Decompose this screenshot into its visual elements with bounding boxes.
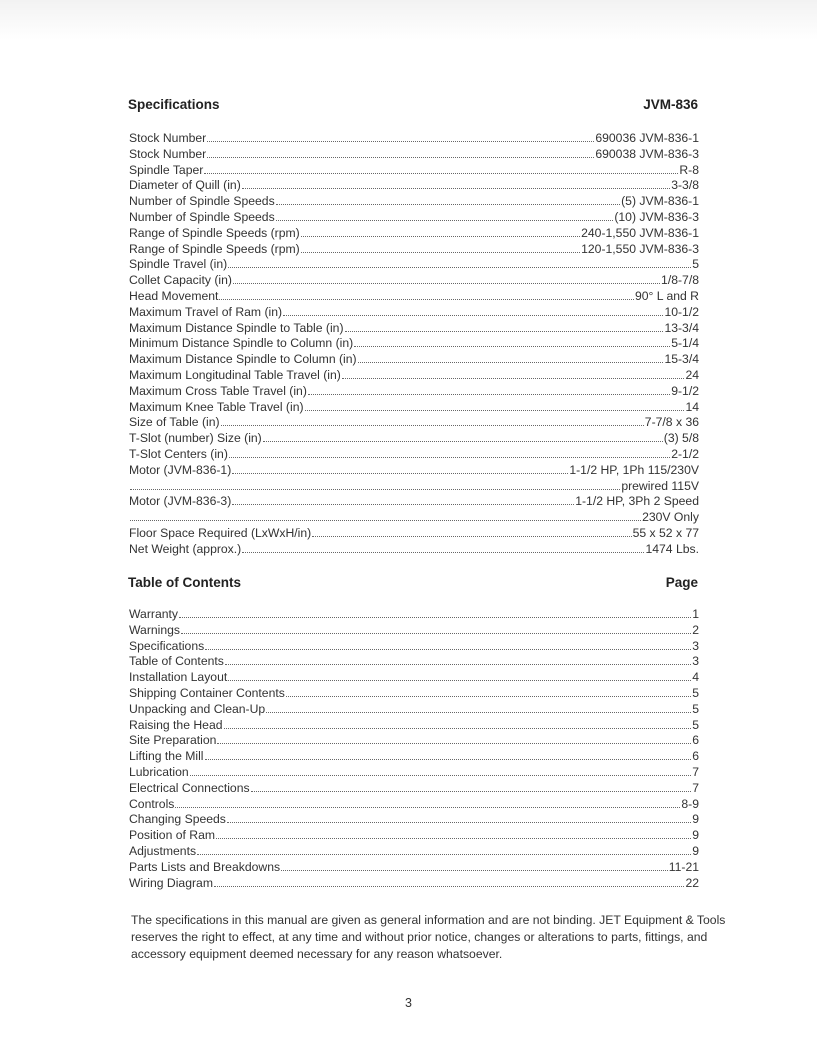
dot-leader	[354, 346, 670, 347]
spec-row-label: Number of Spindle Speeds	[129, 194, 275, 209]
toc-row-label: Adjustments	[129, 843, 197, 858]
toc-row	[129, 781, 699, 797]
spec-row-label: Stock Number	[129, 146, 207, 161]
spec-row-label: Net Weight (approx.)	[129, 541, 242, 556]
toc-row-value: 7	[692, 780, 699, 795]
toc-row	[129, 670, 699, 686]
toc-header	[128, 575, 698, 590]
toc-row	[129, 749, 699, 765]
dot-leader	[207, 157, 594, 158]
spec-row-value: 5	[692, 257, 699, 272]
spec-row-value: 55 x 52 x 77	[632, 525, 699, 540]
spec-row-label: Maximum Cross Table Travel (in)	[129, 383, 307, 398]
spec-row	[129, 431, 699, 447]
dot-leader	[217, 743, 691, 744]
toc-row	[129, 765, 699, 781]
toc-row	[129, 718, 699, 734]
spec-row-label: Maximum Distance Spindle to Table (in)	[129, 320, 344, 335]
spec-row	[129, 226, 699, 242]
toc-row-value: 6	[692, 733, 699, 748]
toc-row-value: 22	[685, 875, 699, 890]
spec-row	[129, 321, 699, 337]
toc-row-label: Site Preparation	[129, 733, 217, 748]
spec-row-label: Floor Space Required (LxWxH/in)	[129, 525, 312, 540]
disclaimer-note: The specifications in this manual are given as general information and are not binding. JET Equipment & Tools reserves the right to effect, at any time and without prior notice, changes or alterations to parts, fittings, and accessory equipment deemed necessary for any reason whatsoever.	[131, 913, 726, 961]
dot-leader	[345, 331, 664, 332]
spec-row	[129, 384, 699, 400]
dot-leader	[301, 236, 580, 237]
spec-row-value: 230V Only	[642, 510, 699, 525]
spec-row	[129, 415, 699, 431]
dot-leader	[305, 410, 685, 411]
toc-row-value: 8-9	[681, 796, 699, 811]
dot-leader	[228, 267, 691, 268]
toc-row-label: Lubrication	[129, 764, 189, 779]
spec-row-label: Minimum Distance Spindle to Column (in)	[129, 336, 354, 351]
toc-row-value: 6	[692, 749, 699, 764]
toc-row-value: 2	[692, 622, 699, 637]
spec-row-value: 90° L and R	[634, 288, 699, 303]
toc-row	[129, 860, 699, 876]
dot-leader	[228, 680, 691, 681]
spec-row	[129, 352, 699, 368]
spec-row	[129, 479, 699, 495]
dot-leader	[358, 362, 664, 363]
spec-row-value: 690038 JVM-836-3	[595, 146, 699, 161]
dot-leader	[276, 204, 620, 205]
dot-leader	[281, 870, 668, 871]
spec-row-value: 240-1,550 JVM-836-1	[581, 225, 699, 240]
spec-row-label: Size of Table (in)	[129, 415, 220, 430]
toc-row-value: 11-21	[668, 859, 699, 874]
spec-row-value: 120-1,550 JVM-836-3	[581, 241, 699, 256]
dot-leader	[283, 315, 663, 316]
toc-row-label: Parts Lists and Breakdowns	[129, 859, 281, 874]
toc-row-label: Electrical Connections	[129, 780, 250, 795]
toc-list	[129, 607, 699, 891]
spec-row	[129, 542, 699, 558]
dot-leader	[221, 425, 644, 426]
spec-row	[129, 400, 699, 416]
page-number: 3	[405, 996, 412, 1010]
spec-row	[129, 242, 699, 258]
toc-row-value: 5	[692, 717, 699, 732]
dot-leader	[225, 664, 691, 665]
dot-leader	[266, 712, 691, 713]
spec-row-value: 1/8-7/8	[661, 273, 699, 288]
toc-row	[129, 876, 699, 892]
spec-row-label: Diameter of Quill (in)	[129, 178, 241, 193]
spec-row	[129, 163, 699, 179]
toc-row-label: Specifications	[129, 638, 205, 653]
dot-leader	[175, 807, 680, 808]
spec-row-value: 24	[685, 367, 699, 382]
toc-heading: Table of Contents	[128, 575, 241, 590]
spec-row-label: Spindle Taper	[129, 162, 204, 177]
spec-row	[129, 257, 699, 273]
toc-row-value: 3	[692, 638, 699, 653]
dot-leader	[263, 441, 663, 442]
dot-leader	[229, 457, 670, 458]
dot-leader	[312, 536, 631, 537]
spec-row-value: 5-1/4	[671, 336, 699, 351]
toc-row	[129, 639, 699, 655]
spec-row	[129, 194, 699, 210]
dot-leader	[197, 854, 691, 855]
spec-row-value: 1474 Lbs.	[645, 541, 699, 556]
toc-row-label: Installation Layout	[129, 670, 228, 685]
dot-leader	[242, 188, 670, 189]
dot-leader	[179, 617, 691, 618]
spec-row-label: Stock Number	[129, 131, 207, 145]
toc-row-value: 5	[692, 685, 699, 700]
toc-row-label: Position of Ram	[129, 828, 216, 843]
spec-row-value: 1-1/2 HP, 3Ph 2 Speed	[575, 494, 699, 509]
spec-row-value: 2-1/2	[671, 446, 699, 461]
spec-row-value: 690036 JVM-836-1	[595, 131, 699, 145]
toc-row-value: 3	[692, 654, 699, 669]
toc-row-value: 9	[692, 812, 699, 827]
spec-row-label: T-Slot (number) Size (in)	[129, 431, 262, 446]
dot-leader	[233, 283, 660, 284]
toc-row-value: 7	[692, 764, 699, 779]
spec-row-value: (5) JVM-836-1	[621, 194, 699, 209]
spec-row-label: Spindle Travel (in)	[129, 257, 228, 272]
toc-row-label: Shipping Container Contents	[129, 685, 285, 700]
spec-row-value: 14	[685, 399, 699, 414]
spec-row	[129, 289, 699, 305]
toc-row	[129, 623, 699, 639]
toc-row-label: Table of Contents	[129, 654, 224, 669]
spec-row	[129, 273, 699, 289]
spec-row-value: prewired 115V	[621, 478, 699, 493]
toc-row	[129, 733, 699, 749]
spec-row-label: Maximum Distance Spindle to Column (in)	[129, 352, 357, 367]
dot-leader	[286, 696, 691, 697]
toc-row	[129, 844, 699, 860]
dot-leader	[301, 252, 580, 253]
dot-leader	[207, 141, 594, 142]
spec-row-label: Maximum Travel of Ram (in)	[129, 304, 283, 319]
toc-row	[129, 686, 699, 702]
spec-row	[129, 494, 699, 510]
dot-leader	[130, 489, 620, 490]
spec-row-value: 3-3/8	[671, 178, 699, 193]
toc-row	[129, 812, 699, 828]
dot-leader	[190, 775, 692, 776]
spec-row-value: (3) 5/8	[663, 431, 699, 446]
dot-leader	[214, 886, 684, 887]
dot-leader	[205, 759, 692, 760]
dot-leader	[232, 473, 568, 474]
toc-row-value: 4	[692, 670, 699, 685]
dot-leader	[242, 552, 644, 553]
spec-row-label: Collet Capacity (in)	[129, 273, 232, 288]
spec-row	[129, 463, 699, 479]
toc-row	[129, 607, 699, 623]
spec-row-label: Range of Spindle Speeds (rpm)	[129, 241, 300, 256]
dot-leader	[216, 838, 691, 839]
spec-row-label: Maximum Longitudinal Table Travel (in)	[129, 367, 341, 382]
spec-row-label: Head Movement	[129, 288, 219, 303]
toc-row-label: Lifting the Mill	[129, 749, 204, 764]
toc-row	[129, 797, 699, 813]
toc-row-value: 9	[692, 843, 699, 858]
spec-row-value: 9-1/2	[671, 383, 699, 398]
toc-row-label: Wiring Diagram	[129, 875, 213, 890]
spec-row	[129, 131, 699, 147]
specifications-heading: Specifications	[128, 97, 220, 112]
spec-row	[129, 526, 699, 542]
spec-row-label: T-Slot Centers (in)	[129, 446, 228, 461]
spec-row-label: Range of Spindle Speeds (rpm)	[129, 225, 300, 240]
toc-row	[129, 702, 699, 718]
dot-leader	[130, 520, 641, 521]
toc-row-label: Raising the Head	[129, 717, 223, 732]
spec-row-value: 15-3/4	[664, 352, 699, 367]
dot-leader	[342, 378, 685, 379]
spec-row-label: Motor (JVM-836-3)	[129, 494, 232, 509]
toc-row-label: Unpacking and Clean-Up	[129, 701, 266, 716]
toc-row-label: Controls	[129, 796, 175, 811]
spec-row-value: (10) JVM-836-3	[614, 209, 699, 224]
toc-row-value: 1	[692, 607, 699, 621]
spec-row	[129, 510, 699, 526]
toc-page-label: Page	[665, 575, 698, 590]
spec-row	[129, 305, 699, 321]
dot-leader	[204, 173, 678, 174]
spec-row-label: Maximum Knee Table Travel (in)	[129, 399, 304, 414]
spec-row	[129, 447, 699, 463]
toc-row	[129, 654, 699, 670]
dot-leader	[227, 822, 691, 823]
dot-leader	[276, 220, 614, 221]
toc-row-label: Changing Speeds	[129, 812, 226, 827]
toc-row-value: 9	[692, 828, 699, 843]
model-name: JVM-836	[643, 97, 698, 112]
spec-row-label: Number of Spindle Speeds	[129, 209, 275, 224]
dot-leader	[205, 649, 691, 650]
dot-leader	[232, 504, 574, 505]
spec-row	[129, 147, 699, 163]
spec-row	[129, 178, 699, 194]
toc-row-label: Warnings	[129, 622, 181, 637]
toc-row	[129, 828, 699, 844]
spec-row-value: 7-7/8 x 36	[644, 415, 699, 430]
dot-leader	[251, 791, 692, 792]
dot-leader	[181, 633, 691, 634]
toc-row-value: 5	[692, 701, 699, 716]
spec-row-value: R-8	[679, 162, 699, 177]
dot-leader	[224, 728, 692, 729]
toc-row-label: Warranty	[129, 607, 178, 621]
dot-leader	[308, 394, 670, 395]
specifications-header	[128, 97, 698, 112]
dot-leader	[219, 299, 634, 300]
spec-row-value: 10-1/2	[664, 304, 699, 319]
spec-row-label: Motor (JVM-836-1)	[129, 462, 232, 477]
spec-row-value: 13-3/4	[664, 320, 699, 335]
scan-shadow	[0, 0, 817, 40]
spec-row	[129, 336, 699, 352]
spec-row	[129, 368, 699, 384]
spec-row	[129, 210, 699, 226]
spec-row-value: 1-1/2 HP, 1Ph 115/230V	[569, 462, 699, 477]
specifications-list	[129, 131, 699, 558]
